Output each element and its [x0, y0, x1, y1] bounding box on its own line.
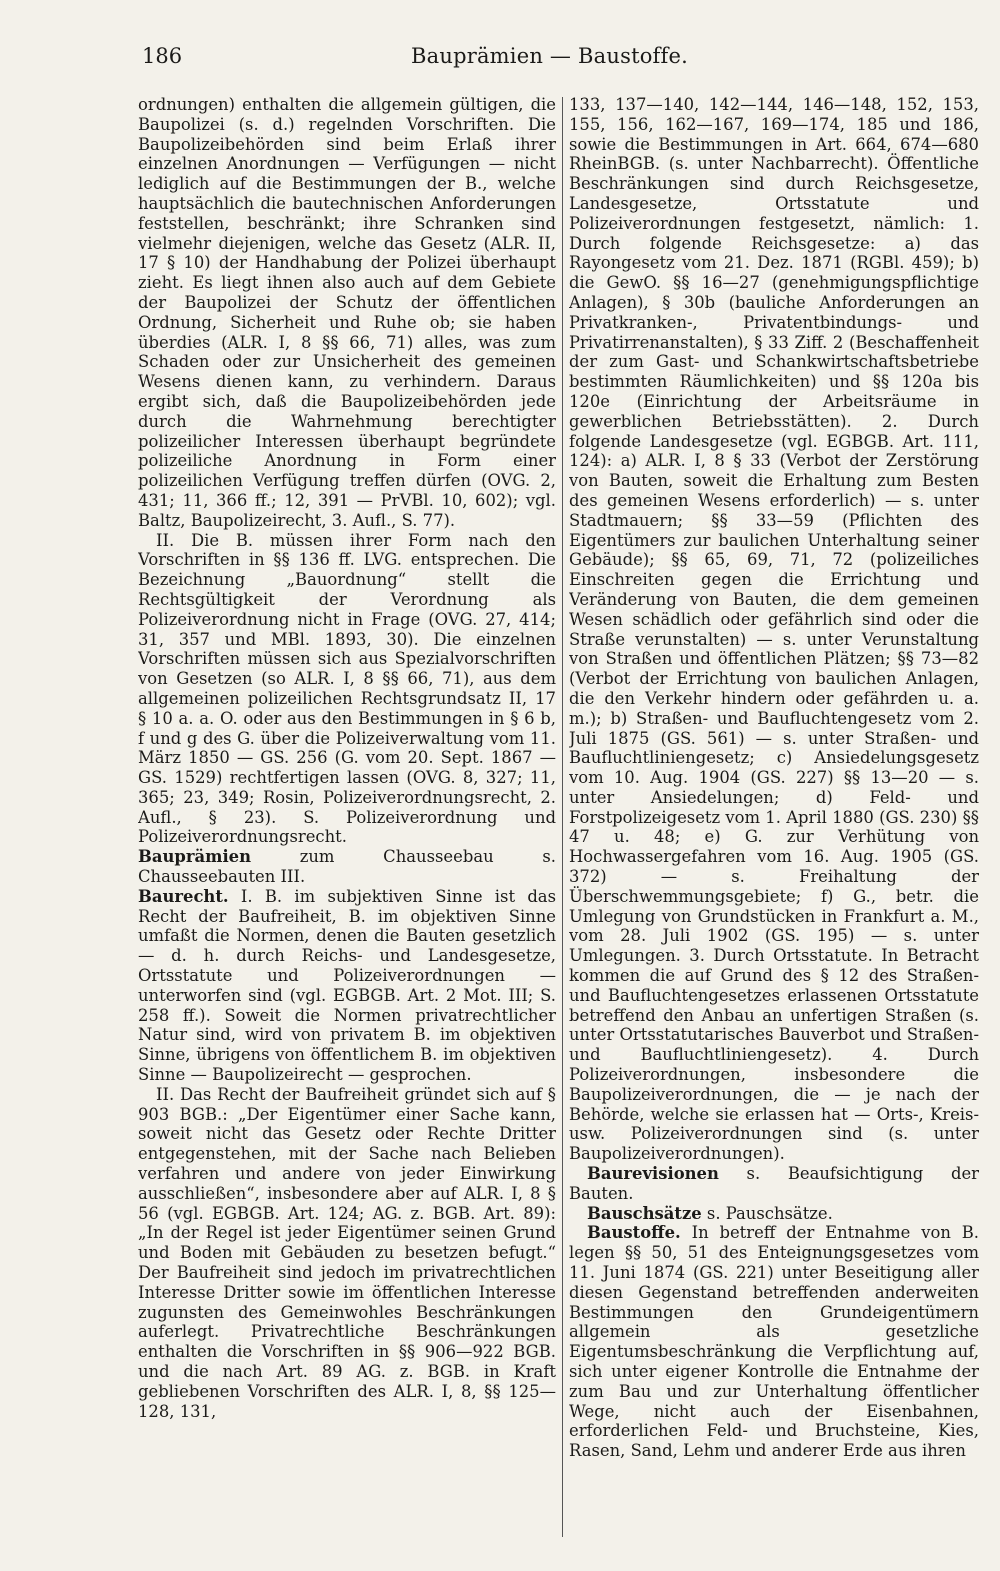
running-head: Bauprämien — Baustoffe. [411, 44, 688, 68]
page-header [142, 44, 957, 80]
right-column [569, 95, 979, 1535]
entry-keyword: Baurevisionen [587, 1164, 719, 1184]
entry-keyword: Baurecht. [138, 886, 229, 906]
entry-text: s. Beaufsichtigung der Bauten. [569, 1164, 979, 1203]
entry-bauprämien [138, 847, 556, 887]
entry-keyword: Bauprämien [138, 847, 252, 867]
entry-text: In betreff der Entnahme von B. legen §§ 50, 51 des Enteignungsgesetzes vom 11. Juni 1874 (GS. 221) unter Beseitigung aller diesen Gegenstand betreffenden anderweiten Bestimmungen den Grundeigentümern allgemein als gesetzliche Eigentumsbeschränkung die Verpflichtung auf, sich unter eigener Kontrolle die Entnahme der zum Bau und zur Unterhaltung öffentlicher Wege, nicht auch der Eisenbahnen, erforderlichen Feld- und Bruchsteine, Kies, Rasen, Sand, Lehm und anderer Erde aus ihren [569, 1223, 979, 1461]
left-column [138, 95, 556, 1535]
entry-baustoffe [569, 1223, 979, 1461]
entry-bauschsätze [569, 1204, 979, 1224]
paragraph: ordnungen) enthalten die allgemein gültigen, die Baupolizei (s. d.) regelnden Vorschriften. Die Baupolizeibehörden sind beim Erlaß ihrer einzelnen Anordnungen — Verfügungen — nicht lediglich auf die Bestimmungen der B., welche hauptsächlich die bautechnischen Anforderungen feststellen, beschränkt; ihre Schranken sind vielmehr diejenigen, welche das Gesetz (ALR. II, 17 § 10) der Handhabung der Polizei überhaupt zieht. Es liegt ihnen also auch auf dem Gebiete der Baupolizei der Schutz der öffentlichen Ordnung, Sicherheit und Ruhe ob; sie haben überdies (ALR. I, 8 §§ 66, 71) alles, was zum Schaden oder zur Unsicherheit des gemeinen Wesens dienen kann, zu verhindern. Daraus ergibt sich, daß die Baupolizeibehörden jede durch die Wahrnehmung berechtigter polizeilicher Interessen überhaupt begründete polizeiliche Anordnung in Form einer polizeilichen Verfügung treffen dürfen (OVG. 2, 431; 11, 366 ff.; 12, 391 — PrVBl. 10, 602); vgl. Baltz, Baupolizeirecht, 3. Aufl., S. 77). [138, 95, 556, 530]
entry-keyword: Baustoffe. [587, 1223, 681, 1243]
page-number: 186 [142, 44, 183, 68]
paragraph: II. Die B. müssen ihrer Form nach den Vorschriften in §§ 136 ff. LVG. entsprechen. Die Bezeichnung „Bauordnung“ stellt die Rechtsgültigkeit der Verordnung als Polizeiverordnung nicht in Frage (OVG. 27, 414; 31, 357 und MBl. 1893, 30). Die einzelnen Vorschriften müssen sich aus Spezialvorschriften von Gesetzen (so ALR. I, 8 §§ 66, 71), aus dem allgemeinen polizeilichen Rechtsgrundsatz II, 17 § 10 a. a. O. oder aus den Bestimmungen in § 6 b, f und g des G. über die Polizeiverwaltung vom 11. März 1850 — GS. 256 (G. vom 20. Sept. 1867 — GS. 1529) rechtfertigen lassen (OVG. 8, 327; 11, 365; 23, 349; Rosin, Polizeiverordnungsrecht, 2. Aufl., § 23). S. Polizeiverordnung und Polizeiverordnungsrecht. [138, 530, 556, 847]
entry-keyword: Bauschsätze [587, 1203, 702, 1223]
entry-text: zum Chausseebau s. Chausseebauten III. [138, 847, 556, 887]
paragraph: II. Das Recht der Baufreiheit gründet sich auf § 903 BGB.: „Der Eigentümer einer Sache kann, soweit nicht das Gesetz oder Rechte Dritter entgegenstehen, mit der Sache nach Belieben verfahren und andere von jeder Einwirkung ausschließen“, insbesondere aber auf ALR. I, 8 § 56 (vgl. EGBGB. Art. 124; AG. z. BGB. Art. 89): „In der Regel ist jeder Eigentümer seinen Grund und Boden mit Gebäuden zu besetzen befugt.“ Der Baufreiheit sind jedoch im privatrechtlichen Interesse Dritter sowie im öffentlichen Interesse zugunsten des Gemeinwohles Beschränkungen auferlegt. Privatrechtliche Beschränkungen enthalten die Vorschriften in §§ 906—922 BGB. und die nach Art. 89 AG. z. BGB. in Kraft gebliebenen Vorschriften des ALR. I, 8, §§ 125—128, 131, [138, 1084, 556, 1421]
column-divider [562, 97, 563, 1537]
entry-baurevisionen [569, 1164, 979, 1204]
entry-text: I. B. im subjektiven Sinne ist das Recht der Baufreiheit, B. im objektiven Sinne umfaßt die Normen, denen die Bauten gesetzlich — d. h. durch Reichs- und Landesgesetze, Ortsstatute und Polizeiverordnungen — unterworfen sind (vgl. EGBGB. Art. 2 Mot. III; S. 258 ff.). Soweit die Normen privatrechtlicher Natur sind, wird von privatem B. im objektiven Sinne, übrigens von öffentlichem B. im objektiven Sinne — Baupolizeirecht — gesprochen. [138, 886, 556, 1085]
entry-text: s. Pauschsätze. [701, 1203, 833, 1223]
paragraph: 133, 137—140, 142—144, 146—148, 152, 153, 155, 156, 162—167, 169—174, 185 und 186, sowie die Bestimmungen in Art. 664, 674—680 RheinBGB. (s. unter Nachbarrecht). Öffentliche Beschränkungen sind durch Reichsgesetze, Landesgesetze, Ortsstatute und Polizeiverordnungen festgesetzt, nämlich: 1. Durch folgende Reichsgesetze: a) das Rayongesetz vom 21. Dez. 1871 (RGBl. 459); b) die GewO. §§ 16—27 (genehmigungspflichtige Anlagen), § 30b (bauliche Anforderungen an Privatkranken-, Privatentbindungs- und Privatirrenanstalten), § 33 Ziff. 2 (Beschaffenheit der zum Gast- und Schankwirtschaftsbetriebe bestimmten Räumlichkeiten) und §§ 120a bis 120e (Einrichtung der Arbeitsräume in gewerblichen Betriebsstätten). 2. Durch folgende Landesgesetze (vgl. EGBGB. Art. 111, 124): a) ALR. I, 8 § 33 (Verbot der Zerstörung von Bauten, soweit die Erhaltung zum Besten des gemeinen Wesens erforderlich) — s. unter Stadtmauern; §§ 33—59 (Pflichten des Eigentümers zur baulichen Unterhaltung seiner Gebäude); §§ 65, 69, 71, 72 (polizeiliches Einschreiten gegen die Errichtung und Veränderung von Bauten, die dem gemeinen Wesen schädlich oder gefährlich sind oder die Straße verunstalten) — s. unter Verunstaltung von Straßen und öffentlichen Plätzen; §§ 73—82 (Verbot der Errichtung von baulichen Anlagen, die den Verkehr hindern oder gefährden u. a. m.); b) Straßen- und Baufluchtengesetz vom 2. Juli 1875 (GS. 561) — s. unter Straßen- und Baufluchtliniengesetz; c) Ansiedelungsgesetz vom 10. Aug. 1904 (GS. 227) §§ 13—20 — s. unter Ansiedelungen; d) Feld- und Forstpolizeigesetz vom 1. April 1880 (GS. 230) §§ 47 u. 48; e) G. zur Verhütung von Hochwassergefahren vom 16. Aug. 1905 (GS. 372) — s. Freihaltung der Überschwemmungsgebiete; f) G., betr. die Umlegung von Grundstücken in Frankfurt a. M., vom 28. Juli 1902 (GS. 195) — s. unter Umlegungen. 3. Durch Ortsstatute. In Betracht kommen die auf Grund des § 12 des Straßen- und Baufluchtengesetzes erlassenen Ortsstatute betreffend den Anbau an unfertigen Straßen (s. unter Ortsstatutarisches Bauverbot und Straßen- und Baufluchtliniengesetz). 4. Durch Polizeiverordnungen, insbesondere die Baupolizeiverordnungen, die — je nach der Behörde, welche sie erlassen hat — Orts-, Kreis- usw. Polizeiverordnungen sind (s. unter Baupolizeiverordnungen). [569, 95, 979, 1164]
entry-baurecht [138, 887, 556, 1085]
